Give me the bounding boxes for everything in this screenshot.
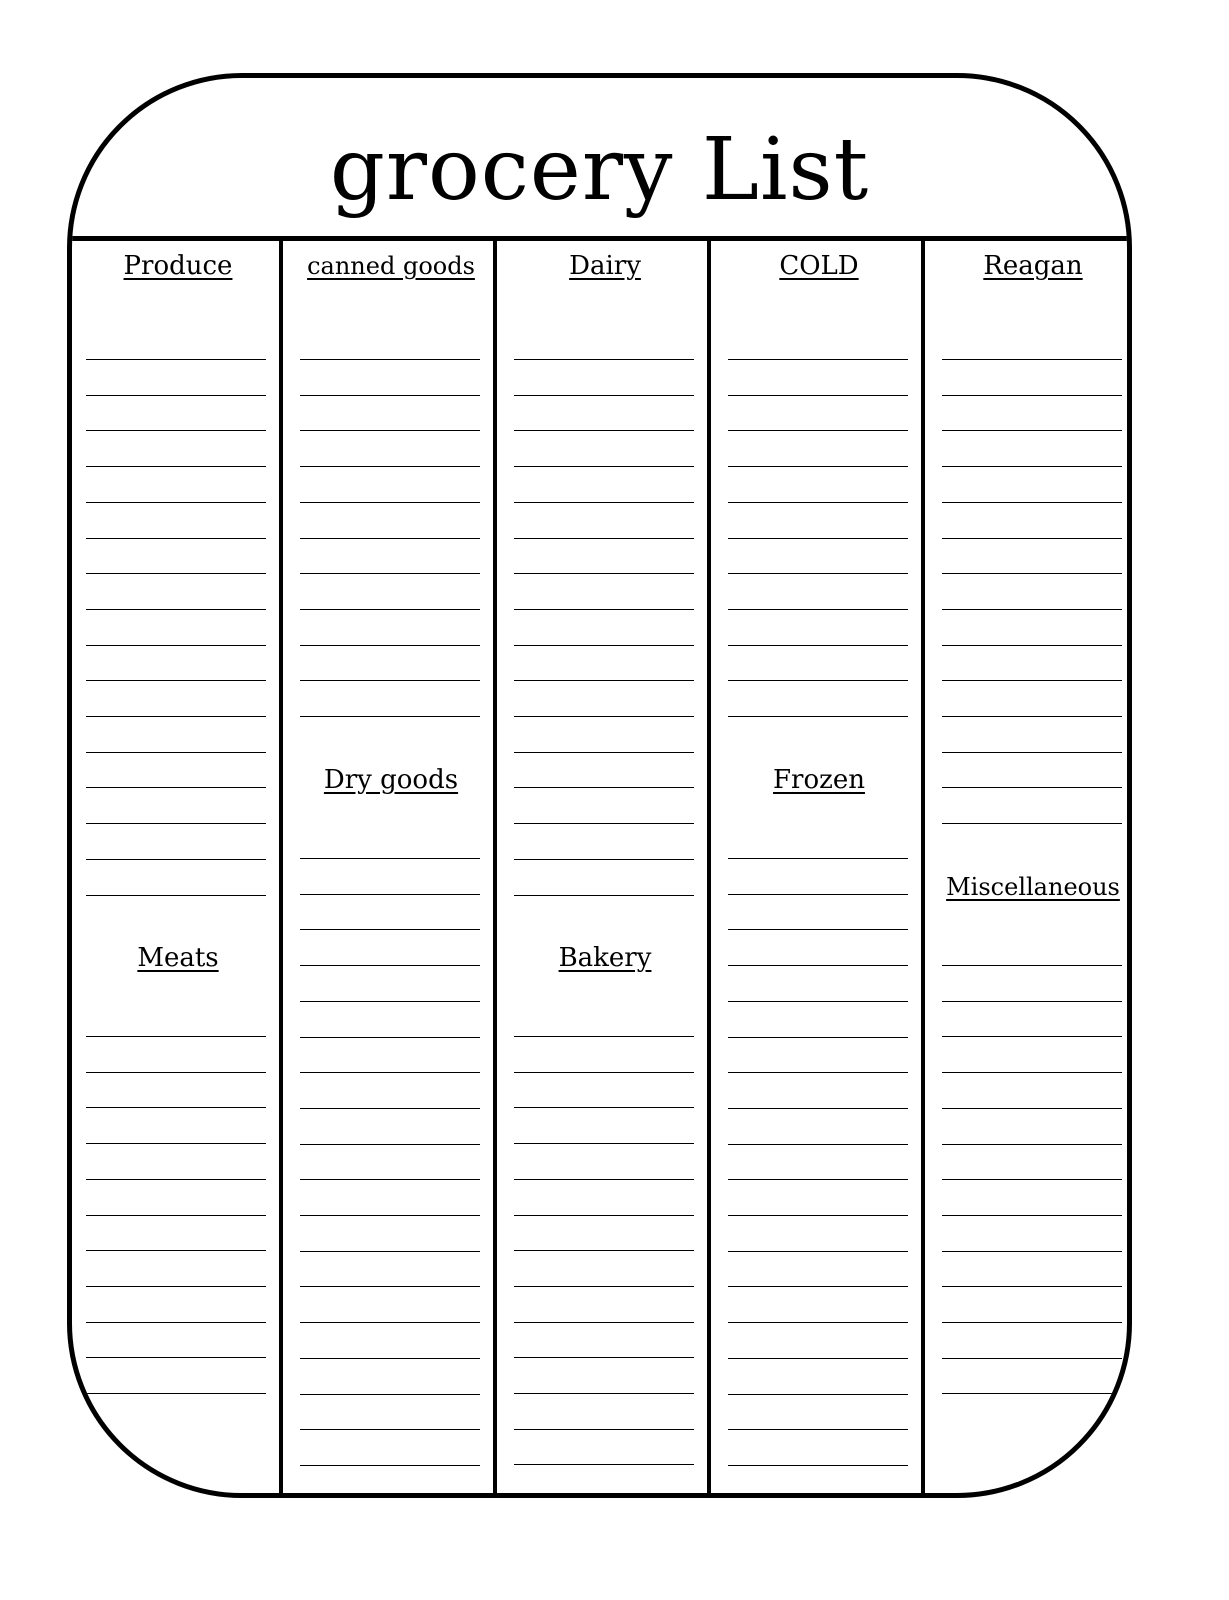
writing-line[interactable] (86, 1143, 266, 1144)
writing-line[interactable] (514, 1036, 694, 1037)
writing-line[interactable] (86, 787, 266, 788)
writing-line[interactable] (942, 538, 1122, 539)
writing-line[interactable] (86, 609, 266, 610)
section-heading-cold: COLD (779, 251, 859, 281)
writing-line[interactable] (514, 1429, 694, 1430)
writing-line[interactable] (514, 1393, 694, 1394)
writing-line[interactable] (942, 645, 1122, 646)
writing-line[interactable] (86, 1250, 266, 1251)
writing-line[interactable] (514, 1464, 694, 1465)
writing-line[interactable] (300, 1215, 480, 1216)
writing-line[interactable] (728, 1215, 908, 1216)
writing-line[interactable] (300, 430, 480, 431)
writing-line[interactable] (942, 609, 1122, 610)
writing-line[interactable] (942, 1251, 1122, 1252)
writing-line[interactable] (514, 1286, 694, 1287)
writing-line[interactable] (86, 1357, 266, 1358)
writing-line[interactable] (728, 1001, 908, 1002)
section-heading-dairy: Dairy (569, 251, 641, 281)
writing-line[interactable] (514, 359, 694, 360)
writing-line[interactable] (514, 430, 694, 431)
writing-lines (72, 78, 1127, 1493)
writing-line[interactable] (728, 1144, 908, 1145)
writing-line[interactable] (300, 359, 480, 360)
writing-line[interactable] (728, 645, 908, 646)
writing-line[interactable] (728, 466, 908, 467)
writing-line[interactable] (300, 1037, 480, 1038)
writing-line[interactable] (942, 787, 1122, 788)
writing-line[interactable] (728, 430, 908, 431)
writing-line[interactable] (86, 1107, 266, 1108)
writing-line[interactable] (300, 1322, 480, 1323)
writing-line[interactable] (300, 645, 480, 646)
writing-line[interactable] (514, 1072, 694, 1073)
writing-line[interactable] (514, 787, 694, 788)
writing-line[interactable] (942, 823, 1122, 824)
writing-line[interactable] (86, 1072, 266, 1073)
writing-line[interactable] (514, 716, 694, 717)
writing-line[interactable] (942, 573, 1122, 574)
writing-line[interactable] (514, 502, 694, 503)
writing-line[interactable] (300, 1108, 480, 1109)
section-heading-reagan: Reagan (983, 251, 1083, 281)
writing-line[interactable] (300, 1001, 480, 1002)
writing-line[interactable] (728, 359, 908, 360)
writing-line[interactable] (300, 1144, 480, 1145)
writing-line[interactable] (514, 1107, 694, 1108)
writing-line[interactable] (728, 609, 908, 610)
writing-line[interactable] (86, 1179, 266, 1180)
writing-line[interactable] (514, 1215, 694, 1216)
writing-line[interactable] (728, 1179, 908, 1180)
writing-line[interactable] (728, 1358, 908, 1359)
writing-line[interactable] (942, 1108, 1122, 1109)
writing-line[interactable] (300, 395, 480, 396)
writing-line[interactable] (728, 965, 908, 966)
writing-line[interactable] (728, 1394, 908, 1395)
writing-line[interactable] (514, 1179, 694, 1180)
writing-line[interactable] (942, 752, 1122, 753)
writing-line[interactable] (300, 1429, 480, 1430)
writing-line[interactable] (514, 895, 694, 896)
writing-line[interactable] (86, 395, 266, 396)
writing-line[interactable] (300, 929, 480, 930)
writing-line[interactable] (514, 645, 694, 646)
writing-line[interactable] (514, 1143, 694, 1144)
writing-line[interactable] (86, 538, 266, 539)
writing-line[interactable] (942, 1286, 1122, 1287)
page-title: grocery List (329, 120, 870, 220)
writing-line[interactable] (300, 1072, 480, 1073)
writing-line[interactable] (942, 430, 1122, 431)
writing-line[interactable] (86, 430, 266, 431)
writing-line[interactable] (86, 823, 266, 824)
writing-line[interactable] (300, 894, 480, 895)
writing-line[interactable] (514, 538, 694, 539)
writing-line[interactable] (86, 895, 266, 896)
writing-line[interactable] (86, 645, 266, 646)
grocery-list-sheet (67, 73, 1132, 1498)
writing-line[interactable] (300, 609, 480, 610)
writing-line[interactable] (942, 1001, 1122, 1002)
writing-line[interactable] (728, 1429, 908, 1430)
writing-line[interactable] (728, 1037, 908, 1038)
writing-line[interactable] (514, 395, 694, 396)
writing-line[interactable] (86, 716, 266, 717)
writing-line[interactable] (942, 716, 1122, 717)
writing-line[interactable] (86, 359, 266, 360)
writing-line[interactable] (514, 1250, 694, 1251)
writing-line[interactable] (728, 1251, 908, 1252)
writing-line[interactable] (86, 502, 266, 503)
section-heading-bakery: Bakery (558, 943, 652, 973)
section-heading-meats: Meats (137, 943, 219, 973)
writing-line[interactable] (300, 1394, 480, 1395)
writing-line[interactable] (942, 395, 1122, 396)
writing-line[interactable] (942, 1179, 1122, 1180)
writing-line[interactable] (728, 894, 908, 895)
writing-line[interactable] (300, 1251, 480, 1252)
writing-line[interactable] (300, 466, 480, 467)
writing-line[interactable] (728, 1322, 908, 1323)
writing-line[interactable] (86, 680, 266, 681)
writing-line[interactable] (300, 573, 480, 574)
writing-line[interactable] (942, 502, 1122, 503)
writing-line[interactable] (300, 965, 480, 966)
writing-line[interactable] (728, 538, 908, 539)
writing-line[interactable] (728, 858, 908, 859)
writing-line[interactable] (514, 680, 694, 681)
writing-line[interactable] (300, 858, 480, 859)
writing-line[interactable] (942, 1215, 1122, 1216)
writing-line[interactable] (514, 573, 694, 574)
writing-line[interactable] (300, 1179, 480, 1180)
writing-line[interactable] (86, 1036, 266, 1037)
section-heading-canned-goods: canned goods (307, 252, 475, 280)
writing-line[interactable] (728, 1072, 908, 1073)
writing-line[interactable] (300, 716, 480, 717)
writing-line[interactable] (514, 609, 694, 610)
writing-line[interactable] (514, 1357, 694, 1358)
writing-line[interactable] (300, 502, 480, 503)
writing-line[interactable] (86, 466, 266, 467)
writing-line[interactable] (300, 680, 480, 681)
writing-line[interactable] (514, 823, 694, 824)
writing-line[interactable] (728, 929, 908, 930)
section-heading-frozen: Frozen (773, 765, 865, 795)
writing-line[interactable] (942, 1144, 1122, 1145)
writing-line[interactable] (300, 1286, 480, 1287)
writing-line[interactable] (942, 466, 1122, 467)
writing-line[interactable] (942, 1322, 1122, 1323)
writing-line[interactable] (514, 859, 694, 860)
writing-line[interactable] (942, 1072, 1122, 1073)
writing-line[interactable] (514, 752, 694, 753)
writing-line[interactable] (942, 1036, 1122, 1037)
writing-line[interactable] (728, 1465, 908, 1466)
writing-line[interactable] (86, 752, 266, 753)
section-heading-miscellaneous: Miscellaneous (946, 873, 1120, 901)
writing-line[interactable] (942, 359, 1122, 360)
writing-line[interactable] (86, 1215, 266, 1216)
writing-line[interactable] (514, 466, 694, 467)
writing-line[interactable] (300, 538, 480, 539)
writing-line[interactable] (942, 680, 1122, 681)
writing-line[interactable] (86, 1286, 266, 1287)
writing-line[interactable] (86, 1322, 266, 1323)
writing-line[interactable] (942, 965, 1122, 966)
writing-line[interactable] (514, 1322, 694, 1323)
writing-line[interactable] (86, 1393, 266, 1394)
writing-line[interactable] (728, 1286, 908, 1287)
writing-line[interactable] (728, 502, 908, 503)
writing-line[interactable] (86, 859, 266, 860)
writing-line[interactable] (86, 573, 266, 574)
writing-line[interactable] (300, 1358, 480, 1359)
writing-line[interactable] (728, 716, 908, 717)
writing-line[interactable] (728, 1108, 908, 1109)
writing-line[interactable] (942, 1393, 1122, 1394)
section-heading-dry-goods: Dry goods (323, 765, 459, 795)
writing-line[interactable] (728, 573, 908, 574)
writing-line[interactable] (728, 680, 908, 681)
writing-line[interactable] (942, 1358, 1122, 1359)
writing-line[interactable] (300, 1465, 480, 1466)
section-heading-produce: Produce (123, 251, 233, 281)
writing-line[interactable] (728, 395, 908, 396)
